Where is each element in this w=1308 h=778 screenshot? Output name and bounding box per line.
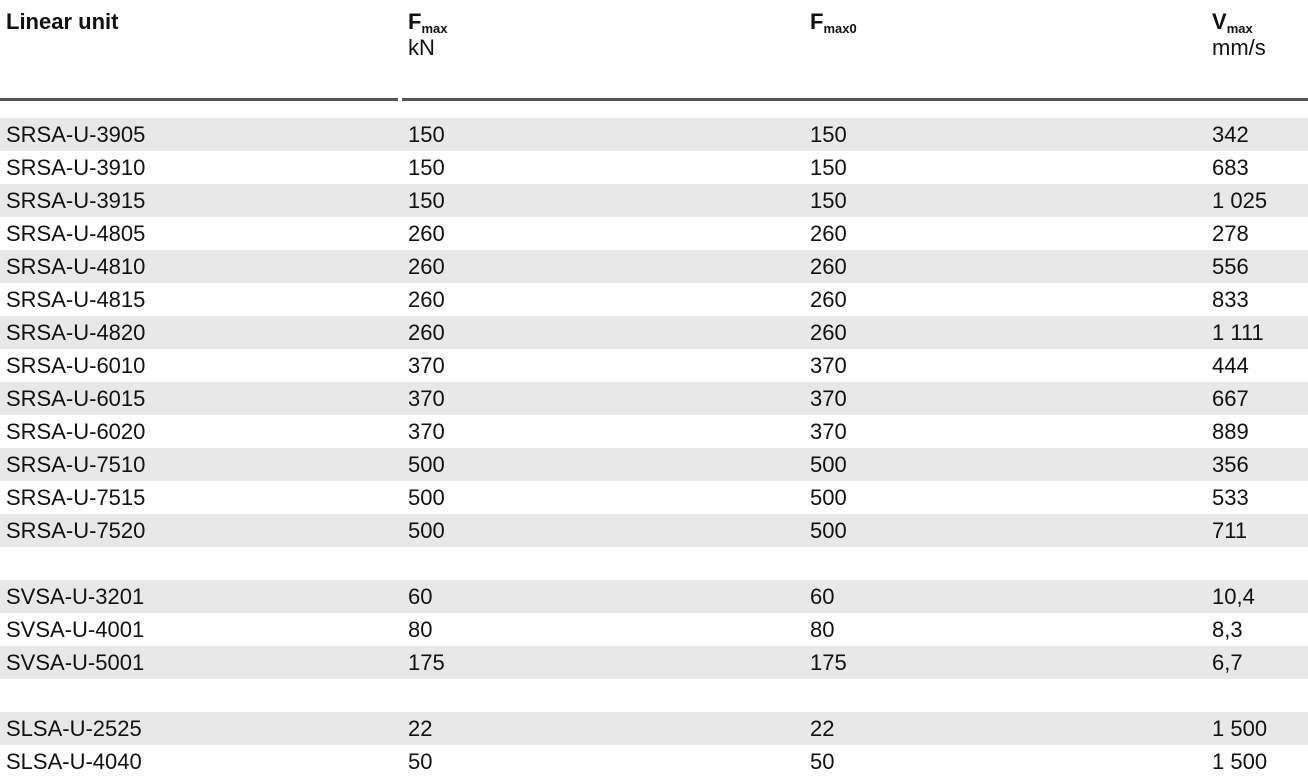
cell-fmax: 500 <box>408 452 445 477</box>
cell-unit: SRSA-U-4810 <box>6 254 146 279</box>
cell-fmax0: 500 <box>810 485 847 510</box>
cell-fmax: 500 <box>408 485 445 510</box>
cell-fmax0: 260 <box>810 254 847 279</box>
cell-fmax: 260 <box>408 254 445 279</box>
header-fmax0: $F_{max0}$ <box>810 9 857 36</box>
cell-vmax: 833 <box>1212 287 1249 312</box>
cell-fmax: 260 <box>408 287 445 312</box>
table-row <box>0 118 1308 151</box>
cell-vmax: 342 <box>1212 122 1249 147</box>
table-row <box>0 613 1308 646</box>
cell-unit: SVSA-U-3201 <box>6 584 145 609</box>
table-row <box>0 382 1308 415</box>
cell-vmax: 533 <box>1212 485 1249 510</box>
cell-vmax: 1 111 <box>1212 320 1264 345</box>
cell-unit: SRSA-U-6010 <box>6 353 146 378</box>
header-linear-unit: Linear unit <box>6 9 119 34</box>
cell-fmax: 150 <box>408 155 445 180</box>
cell-fmax0: 50 <box>810 749 835 774</box>
cell-fmax: 60 <box>408 584 433 609</box>
table-header <box>0 0 1308 100</box>
cell-fmax: 500 <box>408 518 445 543</box>
table-row <box>0 415 1308 448</box>
group-spacer <box>0 547 1308 580</box>
cell-unit: SRSA-U-7520 <box>6 518 146 543</box>
cell-vmax: 356 <box>1212 452 1249 477</box>
cell-fmax: 22 <box>408 716 433 741</box>
cell-unit: SRSA-U-3905 <box>6 122 146 147</box>
cell-unit: SRSA-U-4820 <box>6 320 146 345</box>
cell-unit: SRSA-U-3915 <box>6 188 146 213</box>
cell-fmax0: 370 <box>810 386 847 411</box>
cell-vmax: 1 500 <box>1212 749 1268 774</box>
table-body <box>0 118 1308 778</box>
cell-fmax0: 175 <box>810 650 847 675</box>
cell-unit: SRSA-U-7510 <box>6 452 146 477</box>
cell-fmax: 50 <box>408 749 433 774</box>
table-row <box>0 646 1308 679</box>
cell-vmax: 889 <box>1212 419 1249 444</box>
cell-vmax: 711 <box>1212 518 1248 543</box>
cell-fmax: 370 <box>408 419 445 444</box>
cell-fmax0: 260 <box>810 221 847 246</box>
header-fmax: $F_{max}$ kN <box>408 9 448 60</box>
cell-fmax0: 370 <box>810 353 847 378</box>
cell-vmax: 1 500 <box>1212 716 1268 741</box>
table-row <box>0 349 1308 382</box>
cell-unit: SVSA-U-4001 <box>6 617 145 642</box>
cell-fmax: 260 <box>408 221 445 246</box>
table-row <box>0 316 1308 349</box>
table-row <box>0 184 1308 217</box>
cell-vmax: 556 <box>1212 254 1249 279</box>
cell-fmax: 370 <box>408 386 445 411</box>
cell-fmax: 370 <box>408 353 445 378</box>
cell-vmax: 1 025 <box>1212 188 1268 213</box>
cell-vmax: 667 <box>1212 386 1249 411</box>
cell-fmax: 150 <box>408 188 445 213</box>
table-row <box>0 283 1308 316</box>
table-row <box>0 580 1308 613</box>
cell-unit: SRSA-U-6020 <box>6 419 146 444</box>
header-fmax-unit: kN <box>408 35 435 60</box>
table-row <box>0 250 1308 283</box>
cell-unit: SRSA-U-4805 <box>6 221 146 246</box>
cell-fmax0: 150 <box>810 122 847 147</box>
group-spacer <box>0 679 1308 712</box>
table-row <box>0 514 1308 547</box>
cell-fmax: 80 <box>408 617 433 642</box>
cell-unit: SRSA-U-3910 <box>6 155 146 180</box>
cell-fmax: 175 <box>408 650 445 675</box>
cell-fmax0: 150 <box>810 155 847 180</box>
cell-fmax0: 150 <box>810 188 847 213</box>
cell-unit: SRSA-U-7515 <box>6 485 146 510</box>
cell-fmax0: 60 <box>810 584 835 609</box>
cell-fmax0: 500 <box>810 518 847 543</box>
cell-vmax: 444 <box>1212 353 1249 378</box>
header-vmax: $V_{max}$ mm/s <box>1212 9 1266 60</box>
table-row <box>0 151 1308 184</box>
cell-vmax: 10,4 <box>1212 584 1255 609</box>
header-divider <box>0 98 1308 101</box>
cell-fmax0: 370 <box>810 419 847 444</box>
cell-vmax: 6,7 <box>1212 650 1243 675</box>
table-row <box>0 712 1308 745</box>
cell-fmax0: 260 <box>810 287 847 312</box>
table-row <box>0 448 1308 481</box>
cell-unit: SRSA-U-4815 <box>6 287 146 312</box>
table-row <box>0 745 1308 778</box>
cell-fmax0: 500 <box>810 452 847 477</box>
cell-vmax: 683 <box>1212 155 1249 180</box>
table-row <box>0 481 1308 514</box>
cell-fmax0: 22 <box>810 716 835 741</box>
cell-vmax: 278 <box>1212 221 1249 246</box>
cell-unit: SVSA-U-5001 <box>6 650 145 675</box>
table-row <box>0 217 1308 250</box>
cell-fmax: 150 <box>408 122 445 147</box>
cell-unit: SLSA-U-4040 <box>6 749 142 774</box>
header-vmax-unit: mm/s <box>1212 35 1266 60</box>
cell-vmax: 8,3 <box>1212 617 1243 642</box>
cell-fmax: 260 <box>408 320 445 345</box>
cell-unit: SLSA-U-2525 <box>6 716 142 741</box>
cell-unit: SRSA-U-6015 <box>6 386 146 411</box>
cell-fmax0: 260 <box>810 320 847 345</box>
cell-fmax0: 80 <box>810 617 835 642</box>
